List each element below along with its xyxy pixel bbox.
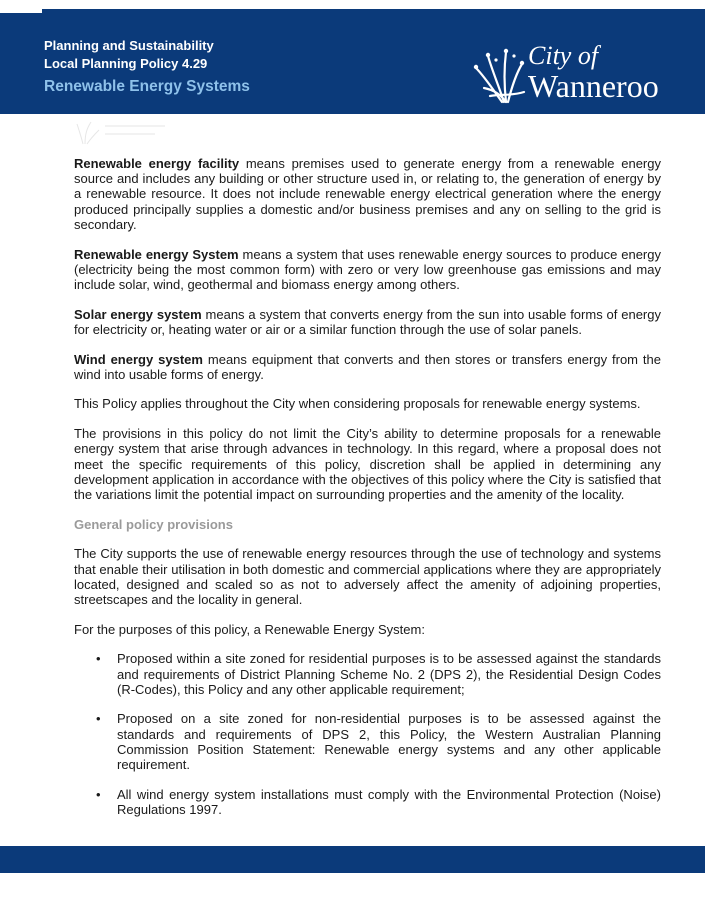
definition-term: Renewable energy facility: [74, 156, 240, 171]
list-item-text: Proposed on a site zoned for non-residential purposes is to be assessed against the standards and requirements of DPS 2, this Policy, the Western Australian Planning Commission Position Statement: Renewable energy systems and any other applicable requirement.: [117, 711, 661, 773]
purposes-paragraph: For the purposes of this policy, a Renewable Energy System:: [74, 621, 425, 637]
definition-term: Wind energy system: [74, 351, 203, 367]
bullet-icon: •: [96, 651, 101, 667]
definition-paragraph: [74, 307, 661, 337]
section-heading: General policy provisions: [74, 516, 233, 532]
definition-paragraph: [74, 247, 661, 293]
definition-paragraph: [74, 352, 661, 382]
definition-term: Solar energy system: [74, 306, 202, 322]
department-name: Planning and Sustainability: [44, 38, 214, 53]
provisions-paragraph: The provisions in this policy do not limit the City’s ability to determine proposals for a renewable energy system that arise through advances in technology. In this regard, where a proposal does not meet the specific requirements of this policy, discretion shall be applied in determining any development application in accordance with the objectives of this policy where the City is satisfied that the variations limit the potential impact on surrounding properties and the amenity of the locality.: [74, 426, 661, 502]
definition-term: Renewable energy System: [74, 246, 239, 262]
page-footer: [0, 846, 705, 873]
definition-paragraph: [74, 156, 661, 232]
header-notch: [0, 9, 42, 13]
logo-wanneroo-text: Wanneroo: [528, 68, 659, 104]
list-item: [74, 651, 661, 697]
logo-city-text: City of: [528, 41, 599, 70]
watermark-logo-icon: [75, 118, 185, 148]
list-item: [74, 711, 661, 772]
applies-paragraph: This Policy applies throughout the City when considering proposals for renewable energy systems.: [74, 396, 641, 412]
policy-title: Renewable Energy Systems: [44, 78, 250, 95]
requirements-list: [74, 651, 661, 817]
definition-text: means equipment that converts and then stores or transfers energy from the wind into usable forms of energy.: [74, 351, 661, 382]
list-item-text: Proposed within a site zoned for residential purposes is to be assessed against the standards and requirements of District Planning Scheme No. 2 (DPS 2), the Residential Design Codes (R-Codes), this Policy and any other applicable requirement;: [117, 651, 661, 697]
policy-number: Local Planning Policy 4.29: [44, 56, 208, 71]
bullet-icon: •: [96, 786, 101, 802]
definition-text: means premises used to generate energy from a renewable energy source and includes any building or other structure used in, or relating to, the generation of energy by a renewable resource. It does not include renewable energy electrical generation where the energy produced principally supplies a domestic and/or business premises and any on selling to the grid is secondary.: [74, 156, 661, 232]
definition-text: means a system that converts energy from the sun into usable forms of energy for electricity or, heating water or air or a similar function through the use of solar panels.: [74, 306, 661, 337]
list-item: [74, 787, 661, 817]
policy-body: [74, 156, 661, 832]
list-item-text: All wind energy system installations must comply with the Environmental Protection (Noise) Regulations 1997.: [117, 786, 661, 817]
definition-text: means a system that uses renewable energy sources to produce energy (electricity being the most common form) with zero or very low greenhouse gas emissions and may include solar, wind, geothermal and biomass energy among others.: [74, 246, 661, 292]
bullet-icon: •: [96, 711, 101, 727]
support-paragraph: The City supports the use of renewable energy resources through the use of technology and systems that enable their utilisation in both domestic and commercial applications where they are appropriately located, designed and scaled so as not to adversely affect the amenity of adjoining properties, streetscapes and the locality in general.: [74, 546, 661, 607]
